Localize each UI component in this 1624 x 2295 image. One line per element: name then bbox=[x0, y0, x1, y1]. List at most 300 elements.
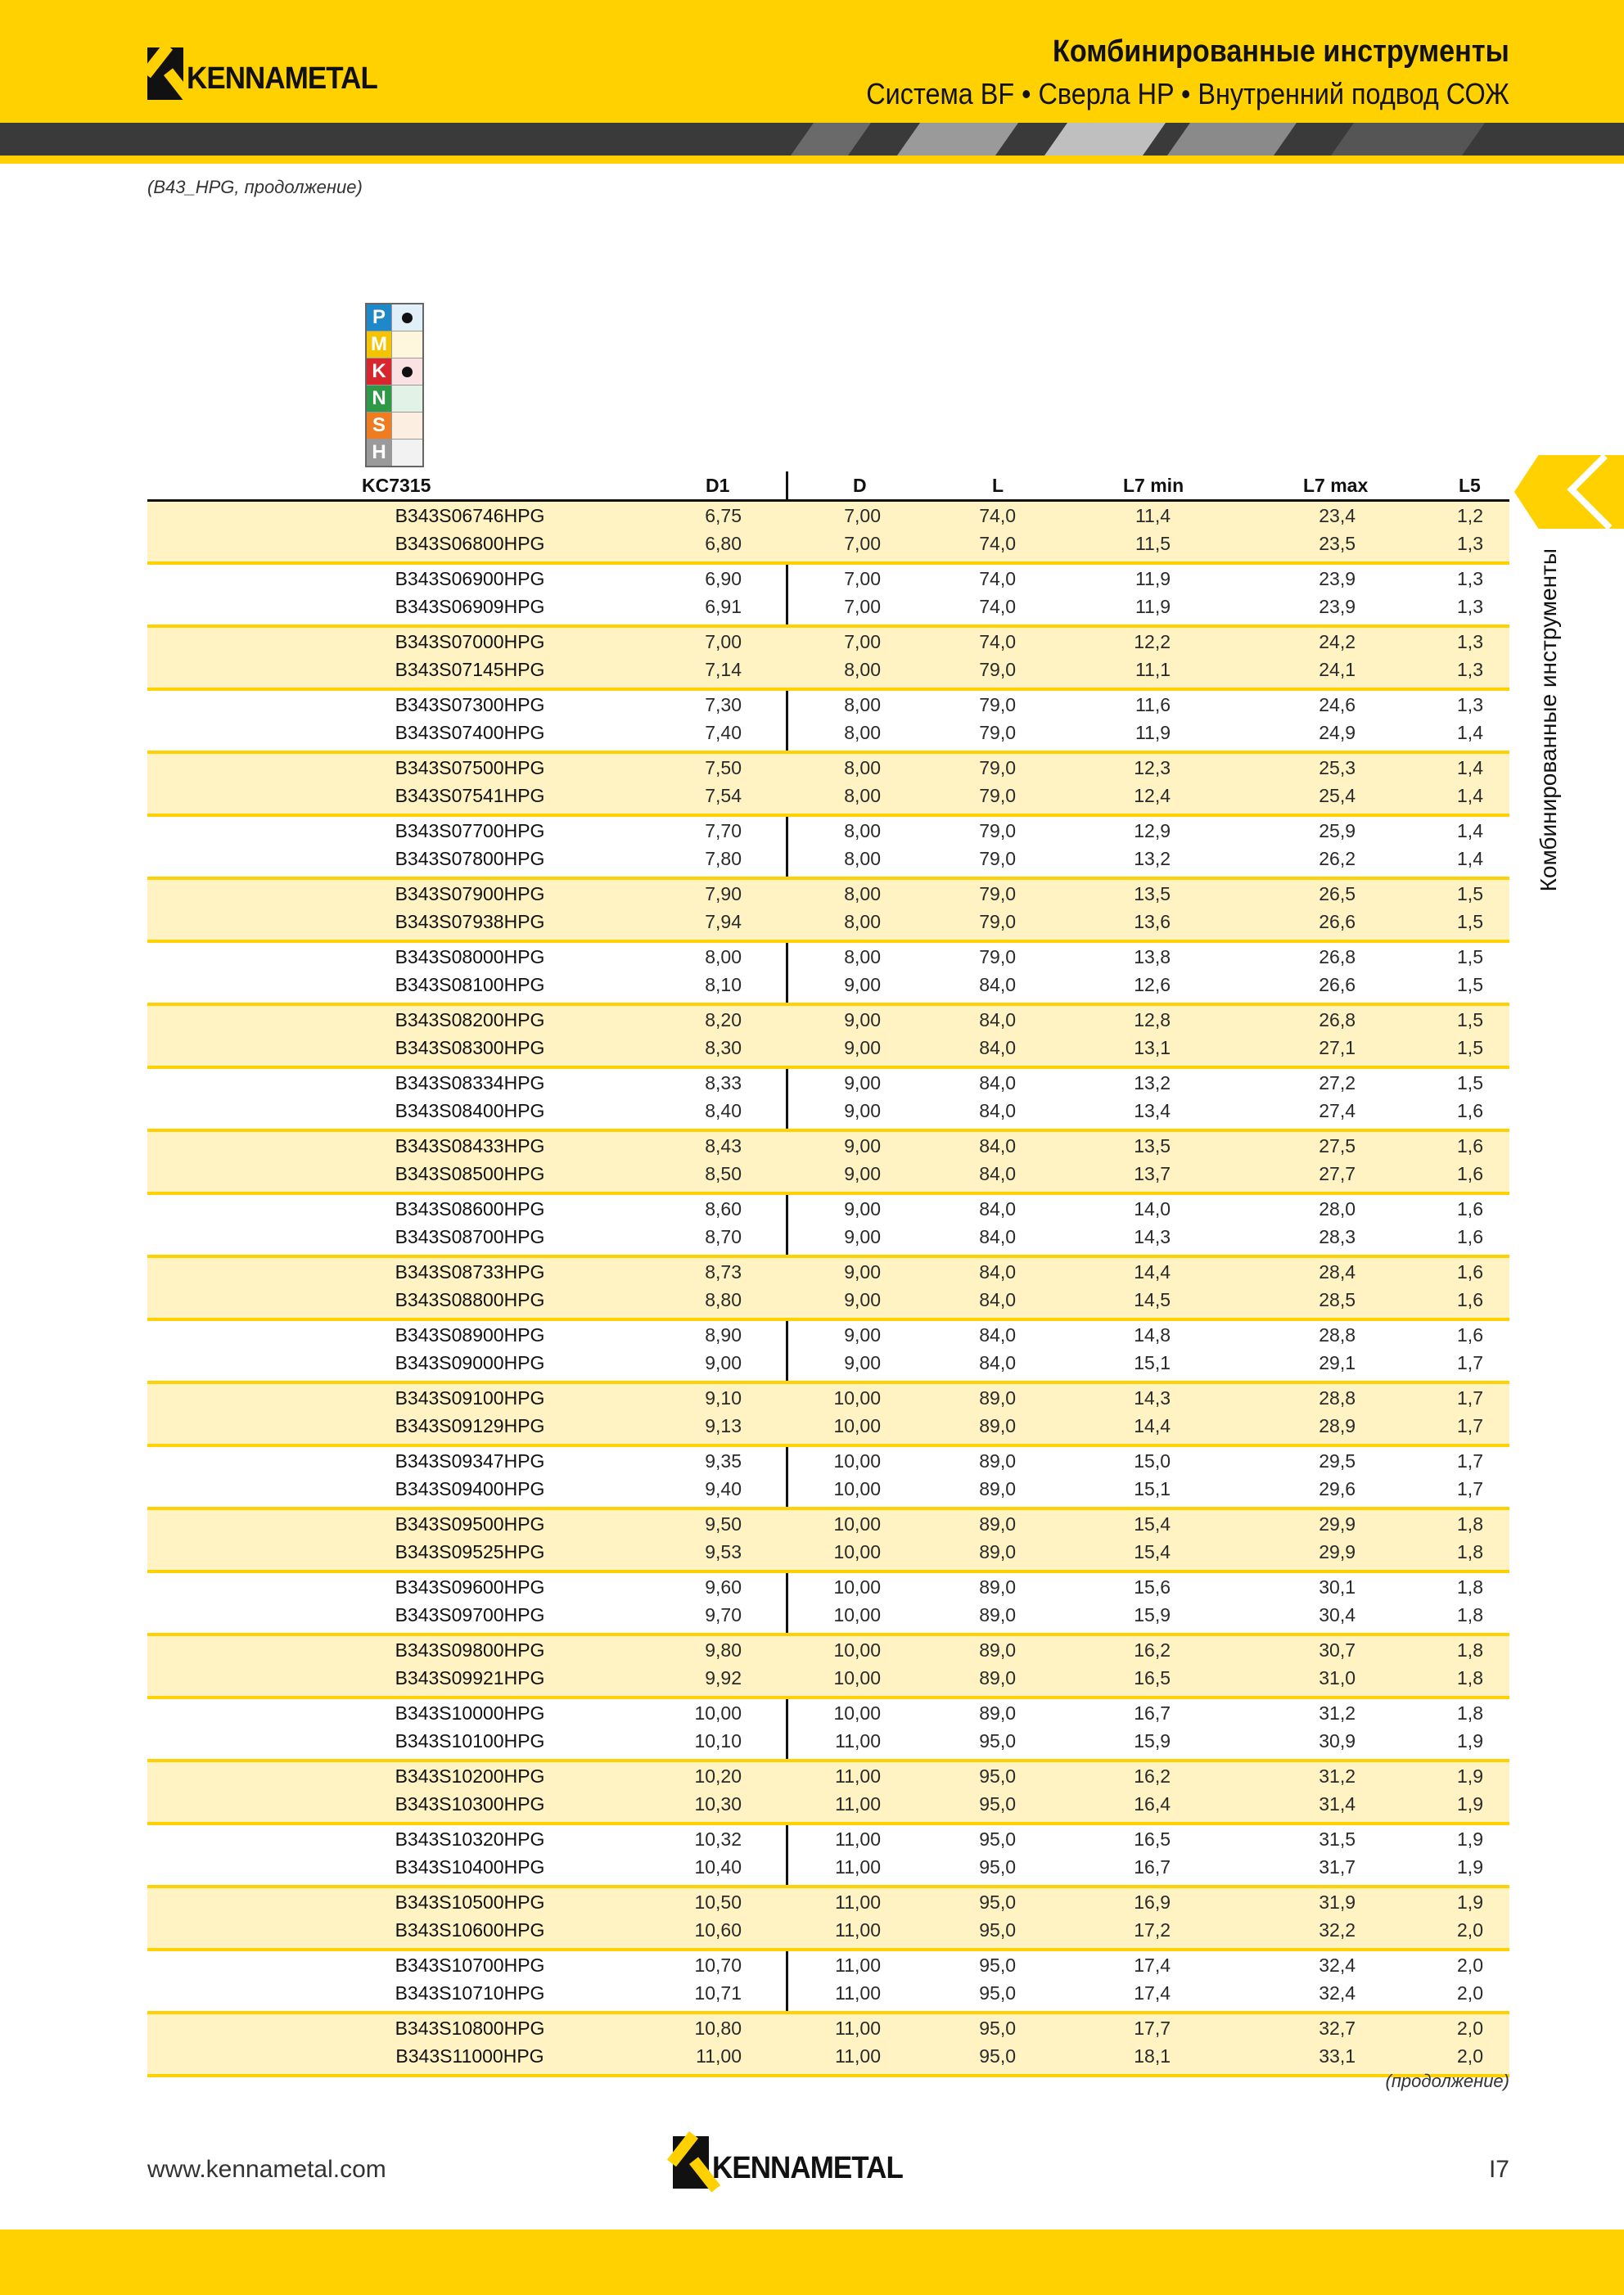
table-row bbox=[147, 1890, 1509, 1918]
cell-l7-min: 16,5 bbox=[1134, 1828, 1171, 1850]
cell-d: 7,00 bbox=[844, 568, 881, 589]
table-row-group bbox=[147, 1195, 1509, 1258]
cell-d: 10,00 bbox=[833, 1478, 881, 1499]
cell-l: 79,0 bbox=[979, 883, 1016, 904]
cell-d1: 7,94 bbox=[705, 911, 742, 932]
cell-l7-max: 31,5 bbox=[1319, 1828, 1356, 1850]
cell-l7-min: 11,9 bbox=[1135, 568, 1171, 589]
cell-d: 8,00 bbox=[844, 820, 881, 841]
table-row bbox=[147, 945, 1509, 972]
cell-d1: 10,71 bbox=[694, 1982, 742, 2004]
cell-l: 89,0 bbox=[979, 1576, 1016, 1598]
cell-d1: 11,00 bbox=[696, 2045, 742, 2067]
cell-l7-min: 12,2 bbox=[1134, 631, 1171, 652]
table-row bbox=[147, 818, 1509, 846]
table-row-group bbox=[147, 1951, 1509, 2014]
cell-l5: 1,5 bbox=[1457, 911, 1483, 932]
table-row bbox=[147, 1287, 1509, 1315]
cell-d1: 8,90 bbox=[705, 1324, 742, 1346]
cell-code: B343S08733HPG bbox=[395, 1261, 545, 1283]
cell-l7-min: 16,9 bbox=[1134, 1891, 1171, 1913]
cell-l5: 1,8 bbox=[1457, 1604, 1483, 1625]
material-letter: P bbox=[367, 304, 391, 331]
table-row bbox=[147, 692, 1509, 720]
table-row bbox=[147, 881, 1509, 909]
cell-l7-min: 17,2 bbox=[1134, 1919, 1171, 1941]
cell-code: B343S09100HPG bbox=[395, 1387, 545, 1409]
cell-l7-min: 13,4 bbox=[1134, 1100, 1171, 1121]
cell-l7-min: 14,8 bbox=[1134, 1324, 1171, 1346]
cell-l7-max: 29,1 bbox=[1319, 1352, 1356, 1373]
cell-l7-max: 28,3 bbox=[1319, 1226, 1356, 1247]
cell-l7-max: 23,9 bbox=[1319, 596, 1356, 617]
cell-d1: 7,30 bbox=[705, 694, 742, 715]
cell-l: 84,0 bbox=[979, 1100, 1016, 1121]
table-row bbox=[147, 1323, 1509, 1350]
cell-d1: 10,00 bbox=[694, 1702, 742, 1724]
cell-l7-max: 26,6 bbox=[1319, 911, 1356, 932]
cell-d: 9,00 bbox=[844, 1037, 881, 1058]
cell-d1: 10,20 bbox=[694, 1765, 742, 1787]
table-row bbox=[147, 1197, 1509, 1224]
cell-l7-max: 23,5 bbox=[1319, 533, 1356, 554]
table-row-group bbox=[147, 1699, 1509, 1762]
table-row-group bbox=[147, 754, 1509, 817]
cell-l7-max: 32,4 bbox=[1319, 1955, 1356, 1976]
applicability-dot-icon bbox=[402, 313, 413, 323]
cell-d: 8,00 bbox=[844, 757, 881, 778]
cell-l7-min: 11,1 bbox=[1135, 659, 1171, 680]
cell-d1: 8,60 bbox=[705, 1198, 742, 1220]
table-row bbox=[147, 846, 1509, 874]
cell-l7-min: 18,1 bbox=[1134, 2045, 1171, 2067]
table-row bbox=[147, 1161, 1509, 1189]
table-row bbox=[147, 1666, 1509, 1693]
cell-l7-min: 16,7 bbox=[1134, 1702, 1171, 1724]
cell-l7-max: 28,9 bbox=[1319, 1415, 1356, 1436]
cell-l: 95,0 bbox=[979, 1856, 1016, 1878]
cell-d: 9,00 bbox=[844, 1163, 881, 1184]
header-stripe bbox=[0, 123, 1624, 156]
header-l5: L5 bbox=[1459, 475, 1481, 496]
cell-l5: 1,6 bbox=[1457, 1100, 1483, 1121]
cell-l5: 1,3 bbox=[1457, 659, 1483, 680]
cell-l7-min: 17,4 bbox=[1134, 1955, 1171, 1976]
cell-l7-min: 13,5 bbox=[1134, 883, 1171, 904]
cell-l5: 1,8 bbox=[1457, 1513, 1483, 1535]
cell-l: 79,0 bbox=[979, 911, 1016, 932]
cell-l5: 1,3 bbox=[1457, 533, 1483, 554]
cell-d1: 8,00 bbox=[705, 946, 742, 967]
cell-code: B343S10200HPG bbox=[395, 1765, 545, 1787]
table-row bbox=[147, 1098, 1509, 1126]
header-d: D bbox=[853, 475, 867, 496]
cell-l7-max: 24,9 bbox=[1319, 722, 1356, 743]
cell-code: B343S08600HPG bbox=[395, 1198, 545, 1220]
table-row bbox=[147, 566, 1509, 594]
cell-l: 89,0 bbox=[979, 1604, 1016, 1625]
table-row bbox=[147, 1071, 1509, 1098]
cell-l7-max: 29,9 bbox=[1319, 1541, 1356, 1562]
cell-d1: 8,43 bbox=[705, 1135, 742, 1157]
table-row bbox=[147, 783, 1509, 811]
cell-l7-min: 17,7 bbox=[1134, 2018, 1171, 2039]
cell-d1: 6,80 bbox=[705, 533, 742, 554]
table-row-group bbox=[147, 691, 1509, 754]
cell-d1: 6,75 bbox=[705, 505, 742, 526]
cell-l7-min: 14,3 bbox=[1134, 1387, 1171, 1409]
cell-code: B343S08500HPG bbox=[395, 1163, 545, 1184]
material-cell bbox=[391, 331, 422, 358]
cell-l5: 1,8 bbox=[1457, 1541, 1483, 1562]
cell-l5: 1,6 bbox=[1457, 1198, 1483, 1220]
header-l7-min: L7 min bbox=[1123, 475, 1184, 496]
cell-l: 89,0 bbox=[979, 1415, 1016, 1436]
cell-l7-min: 16,4 bbox=[1134, 1793, 1171, 1815]
cell-l7-min: 15,9 bbox=[1134, 1730, 1171, 1752]
cell-l: 89,0 bbox=[979, 1702, 1016, 1724]
cell-code: B343S07541HPG bbox=[395, 785, 545, 806]
cell-d1: 10,32 bbox=[694, 1828, 742, 1850]
cell-l7-max: 30,1 bbox=[1319, 1576, 1356, 1598]
cell-d1: 10,30 bbox=[694, 1793, 742, 1815]
cell-d1: 8,80 bbox=[705, 1289, 742, 1310]
table-row bbox=[147, 657, 1509, 685]
cell-l7-max: 33,1 bbox=[1319, 2045, 1356, 2067]
table-row-group bbox=[147, 1510, 1509, 1573]
cell-d1: 9,10 bbox=[705, 1387, 742, 1409]
table-row bbox=[147, 1477, 1509, 1504]
cell-l7-max: 28,5 bbox=[1319, 1289, 1356, 1310]
cell-l: 95,0 bbox=[979, 1919, 1016, 1941]
table-row bbox=[147, 1729, 1509, 1756]
cell-d: 9,00 bbox=[844, 1072, 881, 1093]
cell-code: B343S09525HPG bbox=[395, 1541, 545, 1562]
cell-l5: 1,6 bbox=[1457, 1163, 1483, 1184]
cell-l: 84,0 bbox=[979, 1289, 1016, 1310]
cell-d1: 10,40 bbox=[694, 1856, 742, 1878]
kennametal-k-icon bbox=[673, 2136, 709, 2189]
cell-d: 8,00 bbox=[844, 785, 881, 806]
cell-l7-min: 13,6 bbox=[1134, 911, 1171, 932]
cell-code: B343S09800HPG bbox=[395, 1639, 545, 1661]
cell-d1: 8,20 bbox=[705, 1009, 742, 1030]
table-row bbox=[147, 1638, 1509, 1666]
cell-l7-min: 11,9 bbox=[1135, 596, 1171, 617]
cell-l5: 2,0 bbox=[1457, 1982, 1483, 2004]
cell-l5: 1,3 bbox=[1457, 596, 1483, 617]
cell-l7-min: 11,5 bbox=[1135, 533, 1171, 554]
cell-code: B343S10400HPG bbox=[395, 1856, 545, 1878]
cell-l: 84,0 bbox=[979, 1226, 1016, 1247]
cell-l7-max: 28,8 bbox=[1319, 1324, 1356, 1346]
table-row-group bbox=[147, 1573, 1509, 1636]
cell-code: B343S09347HPG bbox=[395, 1450, 545, 1472]
cell-l7-max: 24,6 bbox=[1319, 694, 1356, 715]
cell-d1: 9,40 bbox=[705, 1478, 742, 1499]
cell-code: B343S10600HPG bbox=[395, 1919, 545, 1941]
table-row bbox=[147, 1008, 1509, 1035]
cell-l: 95,0 bbox=[979, 1891, 1016, 1913]
cell-l7-min: 11,6 bbox=[1135, 694, 1171, 715]
kennametal-k-icon bbox=[147, 47, 183, 100]
cell-d: 9,00 bbox=[844, 1100, 881, 1121]
cell-code: B343S09129HPG bbox=[395, 1415, 545, 1436]
cell-l5: 1,4 bbox=[1457, 848, 1483, 869]
cell-l5: 1,5 bbox=[1457, 1037, 1483, 1058]
cell-d1: 9,70 bbox=[705, 1604, 742, 1625]
material-cell bbox=[391, 440, 422, 466]
cell-l: 95,0 bbox=[979, 2018, 1016, 2039]
table-row-group bbox=[147, 1888, 1509, 1951]
cell-l5: 1,5 bbox=[1457, 1009, 1483, 1030]
cell-l5: 1,5 bbox=[1457, 1072, 1483, 1093]
table-row bbox=[147, 755, 1509, 783]
cell-d: 11,00 bbox=[835, 1730, 881, 1752]
cell-d1: 7,54 bbox=[705, 785, 742, 806]
cell-l7-max: 31,0 bbox=[1319, 1667, 1356, 1689]
cell-l: 95,0 bbox=[979, 1982, 1016, 2004]
table-row bbox=[147, 1512, 1509, 1540]
material-row-n bbox=[367, 386, 422, 413]
cell-l7-max: 25,9 bbox=[1319, 820, 1356, 841]
table-row bbox=[147, 1386, 1509, 1414]
cell-l7-max: 32,2 bbox=[1319, 1919, 1356, 1941]
cell-l: 84,0 bbox=[979, 1135, 1016, 1157]
table-row-group bbox=[147, 1384, 1509, 1447]
cell-d1: 10,80 bbox=[694, 2018, 742, 2039]
cell-d: 8,00 bbox=[844, 946, 881, 967]
table-row-group bbox=[147, 2014, 1509, 2077]
table-header bbox=[147, 471, 1509, 502]
table-row bbox=[147, 1575, 1509, 1603]
cell-d1: 10,10 bbox=[694, 1730, 742, 1752]
page-header bbox=[0, 0, 1624, 123]
cell-l: 95,0 bbox=[979, 1828, 1016, 1850]
cell-l5: 2,0 bbox=[1457, 2045, 1483, 2067]
cell-d: 11,00 bbox=[835, 1828, 881, 1850]
cell-d: 7,00 bbox=[844, 505, 881, 526]
cell-l: 79,0 bbox=[979, 722, 1016, 743]
table-row-group bbox=[147, 1006, 1509, 1069]
header-title: Комбинированные инструменты bbox=[1053, 34, 1509, 69]
cell-d: 10,00 bbox=[833, 1702, 881, 1724]
cell-d: 11,00 bbox=[835, 1765, 881, 1787]
cell-code: B343S07800HPG bbox=[395, 848, 545, 869]
cell-l7-min: 16,2 bbox=[1134, 1765, 1171, 1787]
table-row bbox=[147, 1918, 1509, 1946]
cell-l7-min: 14,4 bbox=[1134, 1415, 1171, 1436]
cell-code: B343S06900HPG bbox=[395, 568, 545, 589]
cell-l7-max: 32,7 bbox=[1319, 2018, 1356, 2039]
material-letter: H bbox=[367, 440, 391, 466]
header-grade: KC7315 bbox=[362, 475, 431, 496]
cell-d1: 8,50 bbox=[705, 1163, 742, 1184]
table-row-group bbox=[147, 880, 1509, 943]
cell-l5: 1,6 bbox=[1457, 1226, 1483, 1247]
product-table bbox=[147, 471, 1509, 2077]
cell-l: 79,0 bbox=[979, 848, 1016, 869]
cell-l7-min: 11,9 bbox=[1135, 722, 1171, 743]
cell-l: 79,0 bbox=[979, 659, 1016, 680]
cell-l7-max: 30,9 bbox=[1319, 1730, 1356, 1752]
material-row-m bbox=[367, 331, 422, 358]
cell-l7-max: 27,1 bbox=[1319, 1037, 1356, 1058]
cell-l5: 2,0 bbox=[1457, 1919, 1483, 1941]
cell-d1: 9,13 bbox=[705, 1415, 742, 1436]
cell-l5: 1,5 bbox=[1457, 883, 1483, 904]
cell-d: 7,00 bbox=[844, 596, 881, 617]
cell-d1: 10,70 bbox=[694, 1955, 742, 1976]
table-row bbox=[147, 594, 1509, 622]
cell-l5: 1,8 bbox=[1457, 1702, 1483, 1724]
cell-l5: 1,9 bbox=[1457, 1793, 1483, 1815]
cell-l7-max: 26,8 bbox=[1319, 1009, 1356, 1030]
table-row-group bbox=[147, 1825, 1509, 1888]
table-row-group bbox=[147, 502, 1509, 565]
table-row bbox=[147, 1953, 1509, 1981]
cell-d1: 9,00 bbox=[705, 1352, 742, 1373]
cell-d1: 9,53 bbox=[705, 1541, 742, 1562]
cell-d: 8,00 bbox=[844, 659, 881, 680]
cell-l5: 1,9 bbox=[1457, 1730, 1483, 1752]
table-row bbox=[147, 909, 1509, 937]
cell-d: 11,00 bbox=[835, 1919, 881, 1941]
cell-l5: 1,7 bbox=[1457, 1450, 1483, 1472]
cell-l7-min: 13,2 bbox=[1134, 1072, 1171, 1093]
cell-d1: 10,60 bbox=[694, 1919, 742, 1941]
table-row bbox=[147, 720, 1509, 748]
table-row bbox=[147, 1603, 1509, 1630]
cell-l7-max: 27,4 bbox=[1319, 1100, 1356, 1121]
cell-l7-min: 12,6 bbox=[1134, 974, 1171, 995]
cell-l5: 2,0 bbox=[1457, 1955, 1483, 1976]
cell-l7-min: 15,1 bbox=[1134, 1352, 1171, 1373]
cell-code: B343S09400HPG bbox=[395, 1478, 545, 1499]
cell-l: 74,0 bbox=[979, 631, 1016, 652]
cell-l: 79,0 bbox=[979, 785, 1016, 806]
cell-l: 95,0 bbox=[979, 1955, 1016, 1976]
cell-l: 84,0 bbox=[979, 1261, 1016, 1283]
table-row-group bbox=[147, 1321, 1509, 1384]
cell-l7-min: 12,9 bbox=[1134, 820, 1171, 841]
cell-l7-max: 29,9 bbox=[1319, 1513, 1356, 1535]
cell-code: B343S10710HPG bbox=[395, 1982, 545, 2004]
table-row bbox=[147, 1855, 1509, 1882]
cell-code: B343S07000HPG bbox=[395, 631, 545, 652]
material-letter: S bbox=[367, 413, 391, 439]
cell-l7-max: 27,7 bbox=[1319, 1163, 1356, 1184]
cell-d: 10,00 bbox=[833, 1450, 881, 1472]
cell-d1: 8,33 bbox=[705, 1072, 742, 1093]
cell-code: B343S10300HPG bbox=[395, 1793, 545, 1815]
cell-l5: 1,4 bbox=[1457, 820, 1483, 841]
cell-d: 11,00 bbox=[835, 1955, 881, 1976]
section-tab-label: Комбинированные инструменты bbox=[1536, 548, 1561, 892]
cell-d: 10,00 bbox=[833, 1513, 881, 1535]
cell-d: 10,00 bbox=[833, 1639, 881, 1661]
cell-l: 89,0 bbox=[979, 1387, 1016, 1409]
cell-l7-max: 31,2 bbox=[1319, 1765, 1356, 1787]
cell-l: 89,0 bbox=[979, 1478, 1016, 1499]
continuation-note-bottom: (продолжение) bbox=[1385, 2071, 1509, 2091]
brand-wordmark: KENNAMETAL bbox=[187, 61, 377, 96]
cell-l5: 1,7 bbox=[1457, 1415, 1483, 1436]
cell-code: B343S09500HPG bbox=[395, 1513, 545, 1535]
table-row bbox=[147, 1764, 1509, 1792]
cell-d1: 8,73 bbox=[705, 1261, 742, 1283]
cell-l7-min: 14,3 bbox=[1134, 1226, 1171, 1247]
cell-code: B343S10000HPG bbox=[395, 1702, 545, 1724]
cell-l: 79,0 bbox=[979, 820, 1016, 841]
cell-l: 84,0 bbox=[979, 1072, 1016, 1093]
cell-l7-max: 30,7 bbox=[1319, 1639, 1356, 1661]
cell-code: B343S08400HPG bbox=[395, 1100, 545, 1121]
cell-code: B343S07145HPG bbox=[395, 659, 545, 680]
header-yellow-line bbox=[0, 156, 1624, 164]
cell-code: B343S07938HPG bbox=[395, 911, 545, 932]
cell-l5: 1,2 bbox=[1457, 505, 1483, 526]
header-subtitle: Система BF • Сверла HP • Внутренний подвод СОЖ bbox=[866, 77, 1509, 110]
cell-l5: 1,3 bbox=[1457, 568, 1483, 589]
cell-code: B343S06800HPG bbox=[395, 533, 545, 554]
cell-l: 74,0 bbox=[979, 533, 1016, 554]
footer-brand-wordmark: KENNAMETAL bbox=[712, 2150, 903, 2185]
cell-d: 10,00 bbox=[833, 1604, 881, 1625]
section-tab bbox=[1514, 455, 1624, 529]
cell-code: B343S08800HPG bbox=[395, 1289, 545, 1310]
cell-l7-max: 26,6 bbox=[1319, 974, 1356, 995]
cell-d: 11,00 bbox=[835, 2018, 881, 2039]
footer-url[interactable]: www.kennametal.com bbox=[147, 2156, 386, 2183]
cell-d1: 8,10 bbox=[705, 974, 742, 995]
cell-l5: 1,4 bbox=[1457, 757, 1483, 778]
table-row bbox=[147, 1981, 1509, 2009]
cell-l: 89,0 bbox=[979, 1450, 1016, 1472]
cell-d: 9,00 bbox=[844, 1135, 881, 1157]
cell-d: 8,00 bbox=[844, 694, 881, 715]
cell-code: B343S08433HPG bbox=[395, 1135, 545, 1157]
cell-code: B343S07900HPG bbox=[395, 883, 545, 904]
footer-kennametal-logo bbox=[673, 2136, 919, 2189]
cell-l7-max: 25,4 bbox=[1319, 785, 1356, 806]
cell-l7-max: 23,9 bbox=[1319, 568, 1356, 589]
cell-d: 7,00 bbox=[844, 631, 881, 652]
table-row bbox=[147, 1350, 1509, 1378]
cell-l7-max: 27,2 bbox=[1319, 1072, 1356, 1093]
cell-l: 84,0 bbox=[979, 1037, 1016, 1058]
cell-code: B343S06746HPG bbox=[395, 505, 545, 526]
cell-l: 74,0 bbox=[979, 596, 1016, 617]
cell-d: 11,00 bbox=[835, 1891, 881, 1913]
cell-d1: 8,40 bbox=[705, 1100, 742, 1121]
cell-code: B343S07500HPG bbox=[395, 757, 545, 778]
cell-d1: 10,50 bbox=[694, 1891, 742, 1913]
cell-l5: 1,8 bbox=[1457, 1667, 1483, 1689]
kennametal-logo bbox=[147, 47, 394, 100]
cell-d: 11,00 bbox=[835, 1856, 881, 1878]
cell-l: 84,0 bbox=[979, 1352, 1016, 1373]
cell-d1: 9,60 bbox=[705, 1576, 742, 1598]
table-row-group bbox=[147, 817, 1509, 880]
cell-l5: 1,7 bbox=[1457, 1387, 1483, 1409]
cell-l: 95,0 bbox=[979, 1765, 1016, 1787]
cell-d1: 9,92 bbox=[705, 1667, 742, 1689]
header-l: L bbox=[992, 475, 1004, 496]
cell-l7-min: 14,5 bbox=[1134, 1289, 1171, 1310]
cell-code: B343S09600HPG bbox=[395, 1576, 545, 1598]
chevron-left-icon bbox=[1567, 453, 1624, 530]
